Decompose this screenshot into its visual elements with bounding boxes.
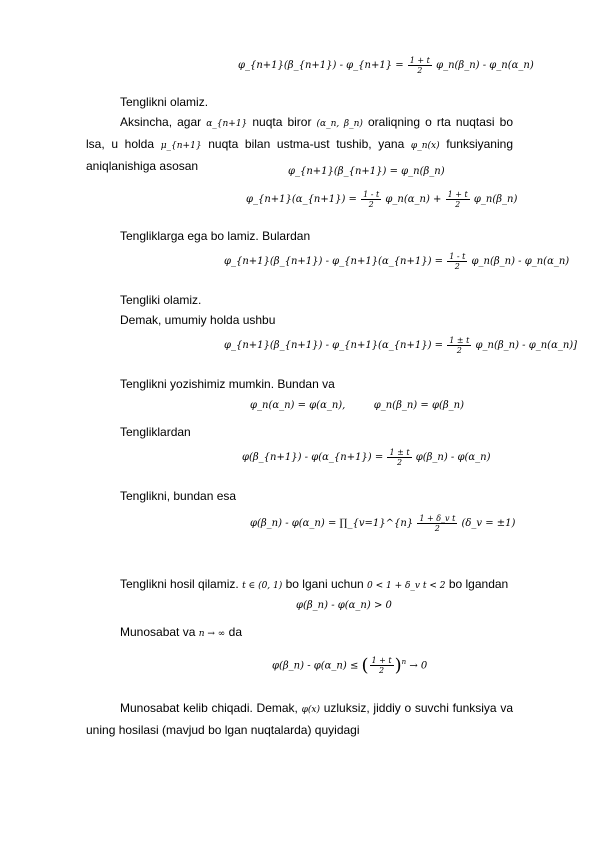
- formula-5-fraction: [447, 336, 471, 355]
- paragraph-8: Tenglikni, bundan esa: [120, 489, 237, 503]
- p2-phi: φ_n(x): [410, 141, 440, 151]
- formula-5-lhs: φ_{n+1}(β_{n+1}) - φ_{n+1}(α_{n+1}) =: [224, 340, 444, 351]
- formula-5-den: 2: [456, 346, 462, 355]
- formula-4-num: 1 - t: [449, 252, 466, 261]
- formula-1-lhs: φ_{n+1}(β_{n+1}) - φ_{n+1} =: [238, 60, 404, 71]
- p11-text-c: va uning hosilasi (mavjud bo lgan nuqtalarda) quyidagi: [86, 701, 514, 737]
- formula-3-num2: 1 + t: [447, 190, 468, 199]
- p9-text-c: bo lgandan: [448, 577, 509, 591]
- paragraph-4: Tengliki olamiz.: [120, 293, 202, 307]
- p10-text-a: Munosabat va: [120, 625, 196, 639]
- formula-3-den2: 2: [455, 200, 461, 209]
- formula-7-fraction: [387, 448, 411, 467]
- p9-t-range: t ∈ (0, 1): [242, 581, 283, 591]
- p11-phi: φ(x): [301, 705, 320, 715]
- formula-7-den: 2: [396, 458, 403, 467]
- paragraph-3: Tengliklarga ega bo lamiz. Bulardan: [120, 229, 311, 243]
- formula-6: [250, 396, 464, 416]
- p10-text-b: da: [228, 625, 242, 639]
- formula-10: φ(β_n) - φ(α_n) ≤ ( $\frac{1 + t}{2}$ )$^n$ → 0: [272, 654, 428, 676]
- formula-3-fraction-2: [446, 190, 470, 209]
- formula-6-expr1: φ_n(α_n) = φ(α_n),: [250, 400, 346, 411]
- formula-10-fraction: [370, 656, 394, 675]
- formula-3: [246, 190, 517, 210]
- p2-text-a: Aksincha, agar: [120, 115, 202, 129]
- formula-3-mid: φ_n(α_n) +: [385, 194, 442, 205]
- formula-5: [224, 336, 577, 356]
- formula-1-den: 2: [417, 66, 423, 75]
- p2-interval: (α_n, β_n): [316, 119, 363, 129]
- formula-2: φ_{n+1}(β_{n+1}) = φ_n(β_n): [288, 166, 445, 177]
- formula-8: [250, 514, 515, 534]
- formula-7-rhs: φ(β_n) - φ(α_n): [415, 452, 491, 463]
- formula-4-fraction: [447, 252, 467, 271]
- formula-1-rhs: φ_n(β_n) - φ_n(α_n): [436, 60, 534, 71]
- formula-10-exponent: n: [401, 658, 407, 666]
- formula-7-lhs: φ(β_{n+1}) - φ(α_{n+1}) =: [242, 452, 384, 463]
- p2-text-b: nuqta biror: [252, 115, 312, 129]
- formula-5-num: 1 ± t: [449, 336, 470, 345]
- paragraph-9: [120, 574, 508, 596]
- formula-5-rhs: φ_n(β_n) - φ_n(α_n)]: [475, 340, 578, 351]
- p9-text-a: Tenglikni hosil qilamiz.: [120, 577, 239, 591]
- formula-4-den: 2: [454, 262, 460, 271]
- formula-10-lhs: φ(β_n) - φ(α_n) ≤: [272, 660, 359, 672]
- p2-text-d: holda: [124, 137, 155, 151]
- paragraph-7: Tengliklardan: [120, 425, 191, 439]
- p11-text-a: Munosabat kelib chiqadi. Demak,: [120, 701, 298, 715]
- p2-text-e: nuqta bilan ustma-ust tushib, yana: [208, 137, 405, 151]
- formula-4-rhs: φ_n(β_n) - φ_n(α_n): [471, 256, 570, 267]
- formula-10-rhs: → 0: [409, 660, 428, 672]
- formula-1-fraction: [408, 56, 432, 75]
- formula-6-expr2: φ_n(β_n) = φ(β_n): [373, 400, 464, 411]
- formula-8-num: 1 + δ_v t: [419, 514, 456, 523]
- formula-8-fraction: [417, 514, 457, 533]
- formula-10-num: 1 + t: [371, 656, 392, 666]
- p2-text-g: asosan: [159, 159, 199, 173]
- paragraph-11: [86, 698, 513, 740]
- formula-1-num: 1 + t: [409, 56, 430, 65]
- p2-text-f: funksiyaning aniqlanishiga: [86, 137, 513, 173]
- formula-4: [224, 252, 569, 272]
- formula-8-lhs: φ(β_n) - φ(α_n) = ∏_{v=1}^{n}: [250, 518, 414, 529]
- p2-alpha: α_{n+1}: [206, 119, 248, 129]
- p10-limit: n → ∞: [198, 629, 226, 639]
- p11-text-b: uzluksiz, jiddiy o suvchi funksiya: [323, 701, 497, 715]
- formula-3-den1: 2: [368, 200, 374, 209]
- formula-3-rhs: φ_n(β_n): [473, 194, 518, 205]
- formula-3-num1: 1 - t: [363, 190, 380, 199]
- paragraph-5: Demak, umumiy holda ushbu: [120, 313, 276, 327]
- formula-4-lhs: φ_{n+1}(β_{n+1}) - φ_{n+1}(α_{n+1}) =: [224, 256, 444, 267]
- paragraph-6: Tenglikni yozishimiz mumkin. Bundan va: [120, 377, 335, 391]
- formula-8-rhs: (δ_v = ±1): [461, 518, 516, 529]
- p9-inequality: 0 < 1 + δ_v t < 2: [367, 581, 446, 591]
- formula-7-num: 1 ± t: [389, 448, 410, 457]
- p9-text-b: bo lgani uchun: [285, 577, 364, 591]
- formula-8-den: 2: [434, 524, 440, 533]
- paragraph-10: [120, 622, 242, 644]
- formula-7: [242, 448, 490, 468]
- formula-10-den: 2: [379, 666, 385, 676]
- paragraph-1: Tenglikni olamiz.: [120, 95, 209, 109]
- formula-1: [238, 56, 534, 76]
- p2-mu: μ_{n+1}: [160, 141, 202, 151]
- p2-text-c: oraliqning o rta nuqtasi bo lsa, u: [86, 115, 514, 151]
- formula-9: φ(β_n) - φ(α_n) > 0: [296, 600, 392, 611]
- formula-3-fraction-1: [361, 190, 381, 209]
- formula-3-lhs: φ_{n+1}(α_{n+1}) =: [246, 194, 357, 205]
